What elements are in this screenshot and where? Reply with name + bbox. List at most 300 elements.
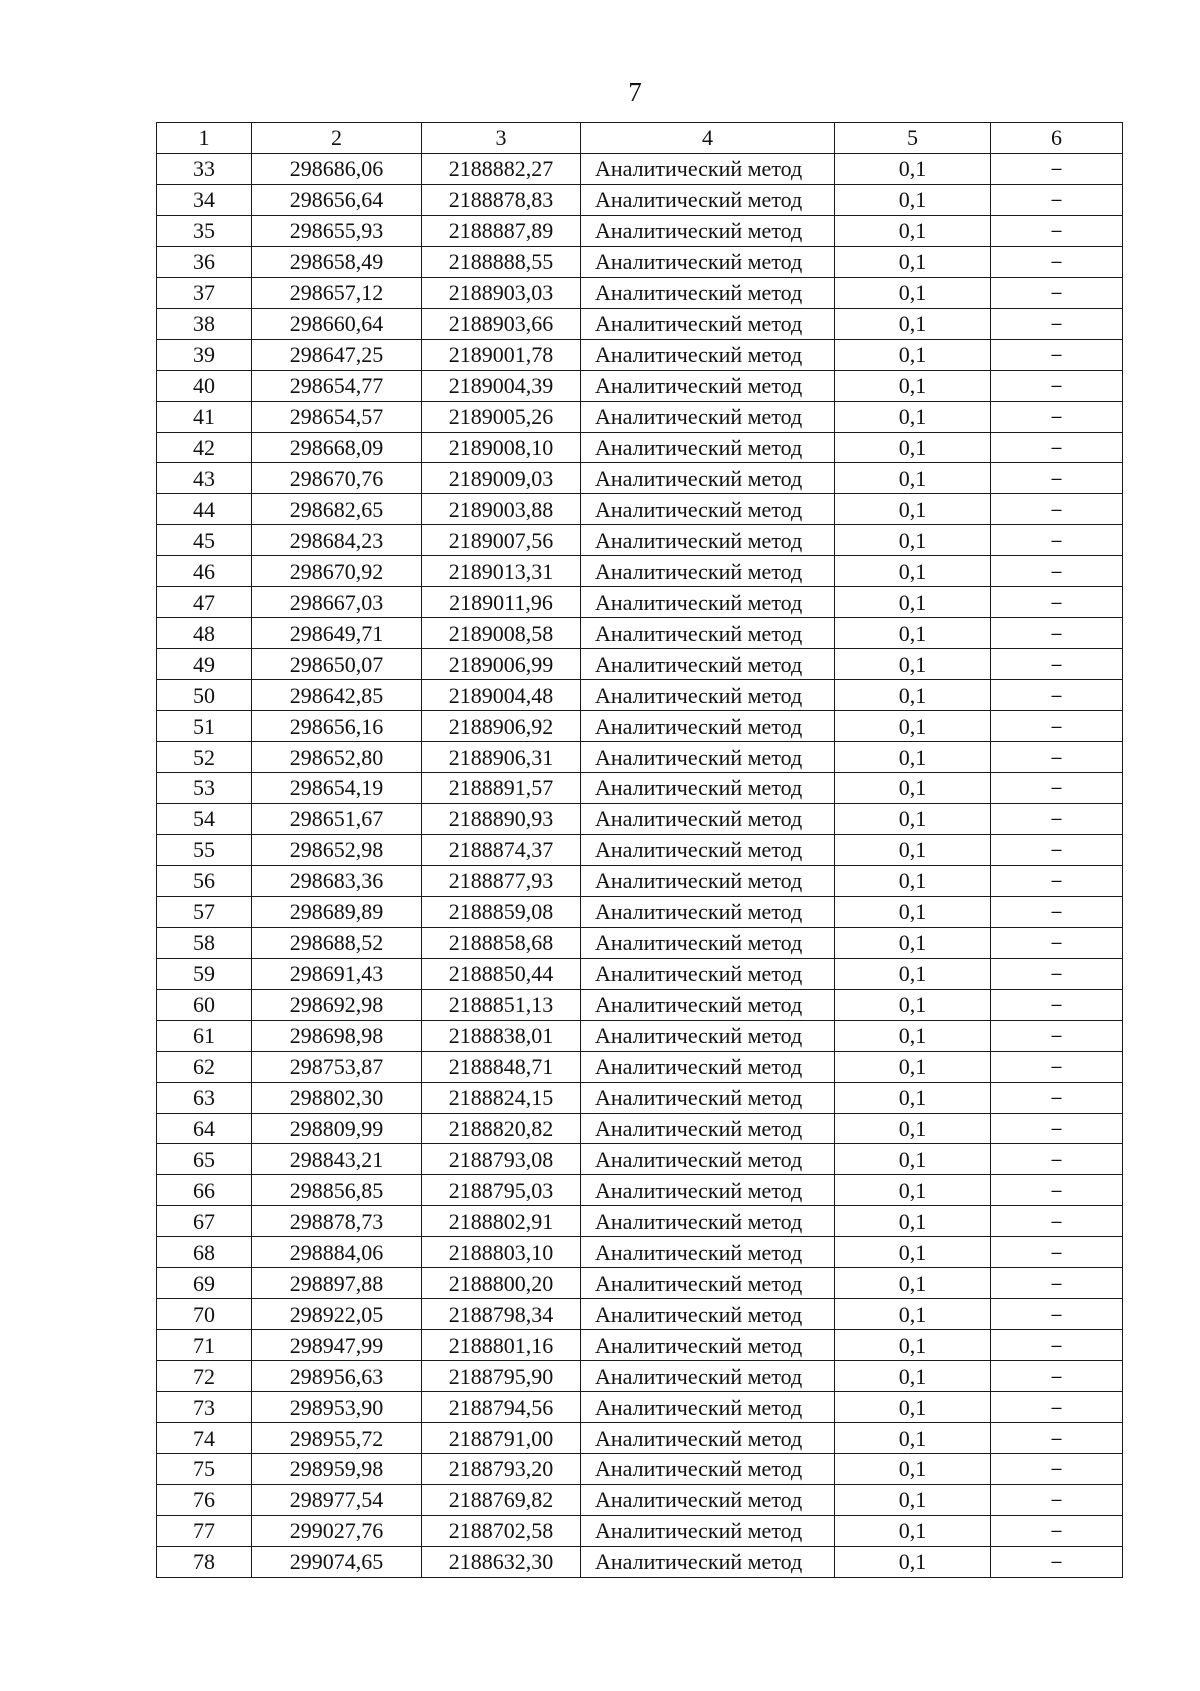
table-row bbox=[157, 803, 1123, 834]
y-coordinate-cell: 2188795,90 bbox=[422, 1361, 581, 1392]
x-coordinate-cell: 298856,85 bbox=[252, 1175, 422, 1206]
method-cell: Аналитический метод bbox=[581, 834, 835, 865]
note-cell: – bbox=[991, 587, 1123, 618]
accuracy-cell: 0,1 bbox=[835, 1392, 991, 1423]
table-row bbox=[157, 742, 1123, 773]
x-coordinate-cell: 298684,23 bbox=[252, 525, 422, 556]
y-coordinate-cell: 2188803,10 bbox=[422, 1237, 581, 1268]
point-number-cell: 63 bbox=[157, 1082, 252, 1113]
y-coordinate-cell: 2189007,56 bbox=[422, 525, 581, 556]
accuracy-cell: 0,1 bbox=[835, 1020, 991, 1051]
y-coordinate-cell: 2188851,13 bbox=[422, 989, 581, 1020]
note-cell: – bbox=[991, 742, 1123, 773]
x-coordinate-cell: 298651,67 bbox=[252, 803, 422, 834]
note-cell: – bbox=[991, 401, 1123, 432]
x-coordinate-cell: 298670,92 bbox=[252, 556, 422, 587]
note-cell: – bbox=[991, 308, 1123, 339]
note-cell: – bbox=[991, 1392, 1123, 1423]
point-number-cell: 70 bbox=[157, 1299, 252, 1330]
table-row bbox=[157, 153, 1123, 184]
table-row bbox=[157, 680, 1123, 711]
y-coordinate-cell: 2188850,44 bbox=[422, 958, 581, 989]
note-cell: – bbox=[991, 1144, 1123, 1175]
x-coordinate-cell: 298809,99 bbox=[252, 1113, 422, 1144]
note-cell: – bbox=[991, 1484, 1123, 1515]
y-coordinate-cell: 2188802,91 bbox=[422, 1206, 581, 1237]
x-coordinate-cell: 298650,07 bbox=[252, 649, 422, 680]
x-coordinate-cell: 298647,25 bbox=[252, 339, 422, 370]
y-coordinate-cell: 2188903,03 bbox=[422, 277, 581, 308]
x-coordinate-cell: 298959,98 bbox=[252, 1453, 422, 1484]
x-coordinate-cell: 298682,65 bbox=[252, 494, 422, 525]
method-cell: Аналитический метод bbox=[581, 1423, 835, 1454]
coordinates-table bbox=[156, 122, 1123, 1578]
table-row bbox=[157, 989, 1123, 1020]
x-coordinate-cell: 298691,43 bbox=[252, 958, 422, 989]
x-coordinate-cell: 298658,49 bbox=[252, 246, 422, 277]
method-cell: Аналитический метод bbox=[581, 525, 835, 556]
method-cell: Аналитический метод bbox=[581, 1175, 835, 1206]
point-number-cell: 58 bbox=[157, 927, 252, 958]
note-cell: – bbox=[991, 1237, 1123, 1268]
table-row bbox=[157, 834, 1123, 865]
note-cell: – bbox=[991, 1051, 1123, 1082]
y-coordinate-cell: 2189008,10 bbox=[422, 432, 581, 463]
column-header-6: 6 bbox=[991, 123, 1123, 154]
method-cell: Аналитический метод bbox=[581, 1392, 835, 1423]
x-coordinate-cell: 298668,09 bbox=[252, 432, 422, 463]
table-row bbox=[157, 1206, 1123, 1237]
accuracy-cell: 0,1 bbox=[835, 803, 991, 834]
point-number-cell: 74 bbox=[157, 1423, 252, 1454]
method-cell: Аналитический метод bbox=[581, 1082, 835, 1113]
y-coordinate-cell: 2188903,66 bbox=[422, 308, 581, 339]
point-number-cell: 55 bbox=[157, 834, 252, 865]
note-cell: – bbox=[991, 1423, 1123, 1454]
point-number-cell: 76 bbox=[157, 1484, 252, 1515]
accuracy-cell: 0,1 bbox=[835, 1175, 991, 1206]
column-header-4: 4 bbox=[581, 123, 835, 154]
note-cell: – bbox=[991, 1082, 1123, 1113]
method-cell: Аналитический метод bbox=[581, 494, 835, 525]
note-cell: – bbox=[991, 1020, 1123, 1051]
note-cell: – bbox=[991, 649, 1123, 680]
method-cell: Аналитический метод bbox=[581, 927, 835, 958]
accuracy-cell: 0,1 bbox=[835, 308, 991, 339]
x-coordinate-cell: 298670,76 bbox=[252, 463, 422, 494]
y-coordinate-cell: 2188793,08 bbox=[422, 1144, 581, 1175]
point-number-cell: 78 bbox=[157, 1546, 252, 1577]
accuracy-cell: 0,1 bbox=[835, 432, 991, 463]
point-number-cell: 65 bbox=[157, 1144, 252, 1175]
y-coordinate-cell: 2189005,26 bbox=[422, 401, 581, 432]
y-coordinate-cell: 2188848,71 bbox=[422, 1051, 581, 1082]
method-cell: Аналитический метод bbox=[581, 339, 835, 370]
y-coordinate-cell: 2188794,56 bbox=[422, 1392, 581, 1423]
x-coordinate-cell: 298656,16 bbox=[252, 711, 422, 742]
accuracy-cell: 0,1 bbox=[835, 1546, 991, 1577]
x-coordinate-cell: 298654,19 bbox=[252, 773, 422, 804]
note-cell: – bbox=[991, 339, 1123, 370]
note-cell: – bbox=[991, 1206, 1123, 1237]
y-coordinate-cell: 2189013,31 bbox=[422, 556, 581, 587]
y-coordinate-cell: 2188838,01 bbox=[422, 1020, 581, 1051]
point-number-cell: 62 bbox=[157, 1051, 252, 1082]
note-cell: – bbox=[991, 215, 1123, 246]
x-coordinate-cell: 298884,06 bbox=[252, 1237, 422, 1268]
table-row bbox=[157, 1299, 1123, 1330]
x-coordinate-cell: 298953,90 bbox=[252, 1392, 422, 1423]
table-row bbox=[157, 865, 1123, 896]
point-number-cell: 64 bbox=[157, 1113, 252, 1144]
y-coordinate-cell: 2189008,58 bbox=[422, 618, 581, 649]
table-row bbox=[157, 1175, 1123, 1206]
note-cell: – bbox=[991, 927, 1123, 958]
y-coordinate-cell: 2189004,48 bbox=[422, 680, 581, 711]
accuracy-cell: 0,1 bbox=[835, 1515, 991, 1546]
point-number-cell: 69 bbox=[157, 1268, 252, 1299]
y-coordinate-cell: 2188800,20 bbox=[422, 1268, 581, 1299]
accuracy-cell: 0,1 bbox=[835, 711, 991, 742]
y-coordinate-cell: 2188858,68 bbox=[422, 927, 581, 958]
table-row bbox=[157, 618, 1123, 649]
point-number-cell: 42 bbox=[157, 432, 252, 463]
point-number-cell: 59 bbox=[157, 958, 252, 989]
y-coordinate-cell: 2188632,30 bbox=[422, 1546, 581, 1577]
table-row bbox=[157, 1423, 1123, 1454]
method-cell: Аналитический метод bbox=[581, 865, 835, 896]
point-number-cell: 44 bbox=[157, 494, 252, 525]
table-row bbox=[157, 308, 1123, 339]
accuracy-cell: 0,1 bbox=[835, 153, 991, 184]
table-row bbox=[157, 1051, 1123, 1082]
point-number-cell: 72 bbox=[157, 1361, 252, 1392]
method-cell: Аналитический метод bbox=[581, 1299, 835, 1330]
method-cell: Аналитический метод bbox=[581, 680, 835, 711]
table-row bbox=[157, 401, 1123, 432]
page-number: 7 bbox=[628, 77, 642, 107]
accuracy-cell: 0,1 bbox=[835, 927, 991, 958]
x-coordinate-cell: 298683,36 bbox=[252, 865, 422, 896]
method-cell: Аналитический метод bbox=[581, 277, 835, 308]
table-row bbox=[157, 711, 1123, 742]
accuracy-cell: 0,1 bbox=[835, 463, 991, 494]
x-coordinate-cell: 298922,05 bbox=[252, 1299, 422, 1330]
method-cell: Аналитический метод bbox=[581, 184, 835, 215]
note-cell: – bbox=[991, 1361, 1123, 1392]
y-coordinate-cell: 2188791,00 bbox=[422, 1423, 581, 1454]
y-coordinate-cell: 2188859,08 bbox=[422, 896, 581, 927]
point-number-cell: 50 bbox=[157, 680, 252, 711]
method-cell: Аналитический метод bbox=[581, 308, 835, 339]
method-cell: Аналитический метод bbox=[581, 463, 835, 494]
x-coordinate-cell: 298649,71 bbox=[252, 618, 422, 649]
note-cell: – bbox=[991, 1113, 1123, 1144]
y-coordinate-cell: 2188882,27 bbox=[422, 153, 581, 184]
note-cell: – bbox=[991, 525, 1123, 556]
accuracy-cell: 0,1 bbox=[835, 865, 991, 896]
table-row bbox=[157, 1515, 1123, 1546]
point-number-cell: 37 bbox=[157, 277, 252, 308]
x-coordinate-cell: 298956,63 bbox=[252, 1361, 422, 1392]
y-coordinate-cell: 2188906,92 bbox=[422, 711, 581, 742]
point-number-cell: 43 bbox=[157, 463, 252, 494]
method-cell: Аналитический метод bbox=[581, 587, 835, 618]
accuracy-cell: 0,1 bbox=[835, 215, 991, 246]
table-row bbox=[157, 587, 1123, 618]
note-cell: – bbox=[991, 1175, 1123, 1206]
y-coordinate-cell: 2189011,96 bbox=[422, 587, 581, 618]
accuracy-cell: 0,1 bbox=[835, 246, 991, 277]
y-coordinate-cell: 2189006,99 bbox=[422, 649, 581, 680]
column-header-5: 5 bbox=[835, 123, 991, 154]
accuracy-cell: 0,1 bbox=[835, 494, 991, 525]
point-number-cell: 56 bbox=[157, 865, 252, 896]
accuracy-cell: 0,1 bbox=[835, 587, 991, 618]
accuracy-cell: 0,1 bbox=[835, 1082, 991, 1113]
accuracy-cell: 0,1 bbox=[835, 1051, 991, 1082]
y-coordinate-cell: 2189001,78 bbox=[422, 339, 581, 370]
x-coordinate-cell: 298753,87 bbox=[252, 1051, 422, 1082]
x-coordinate-cell: 298955,72 bbox=[252, 1423, 422, 1454]
x-coordinate-cell: 298667,03 bbox=[252, 587, 422, 618]
x-coordinate-cell: 298652,98 bbox=[252, 834, 422, 865]
x-coordinate-cell: 298652,80 bbox=[252, 742, 422, 773]
table-row bbox=[157, 1546, 1123, 1577]
y-coordinate-cell: 2188702,58 bbox=[422, 1515, 581, 1546]
x-coordinate-cell: 298660,64 bbox=[252, 308, 422, 339]
y-coordinate-cell: 2188801,16 bbox=[422, 1330, 581, 1361]
column-header-2: 2 bbox=[252, 123, 422, 154]
accuracy-cell: 0,1 bbox=[835, 1113, 991, 1144]
point-number-cell: 68 bbox=[157, 1237, 252, 1268]
note-cell: – bbox=[991, 1453, 1123, 1484]
table-row bbox=[157, 277, 1123, 308]
x-coordinate-cell: 298802,30 bbox=[252, 1082, 422, 1113]
point-number-cell: 77 bbox=[157, 1515, 252, 1546]
accuracy-cell: 0,1 bbox=[835, 525, 991, 556]
y-coordinate-cell: 2188891,57 bbox=[422, 773, 581, 804]
y-coordinate-cell: 2188877,93 bbox=[422, 865, 581, 896]
method-cell: Аналитический метод bbox=[581, 1453, 835, 1484]
y-coordinate-cell: 2188820,82 bbox=[422, 1113, 581, 1144]
x-coordinate-cell: 298692,98 bbox=[252, 989, 422, 1020]
point-number-cell: 52 bbox=[157, 742, 252, 773]
point-number-cell: 48 bbox=[157, 618, 252, 649]
table-row bbox=[157, 1082, 1123, 1113]
method-cell: Аналитический метод bbox=[581, 1268, 835, 1299]
point-number-cell: 41 bbox=[157, 401, 252, 432]
method-cell: Аналитический метод bbox=[581, 153, 835, 184]
x-coordinate-cell: 298655,93 bbox=[252, 215, 422, 246]
point-number-cell: 33 bbox=[157, 153, 252, 184]
table-row bbox=[157, 1453, 1123, 1484]
point-number-cell: 73 bbox=[157, 1392, 252, 1423]
x-coordinate-cell: 298656,64 bbox=[252, 184, 422, 215]
x-coordinate-cell: 298878,73 bbox=[252, 1206, 422, 1237]
y-coordinate-cell: 2189004,39 bbox=[422, 370, 581, 401]
accuracy-cell: 0,1 bbox=[835, 1453, 991, 1484]
x-coordinate-cell: 298642,85 bbox=[252, 680, 422, 711]
y-coordinate-cell: 2188878,83 bbox=[422, 184, 581, 215]
accuracy-cell: 0,1 bbox=[835, 401, 991, 432]
method-cell: Аналитический метод bbox=[581, 649, 835, 680]
table-row bbox=[157, 1484, 1123, 1515]
table-row bbox=[157, 1237, 1123, 1268]
x-coordinate-cell: 298897,88 bbox=[252, 1268, 422, 1299]
method-cell: Аналитический метод bbox=[581, 432, 835, 463]
x-coordinate-cell: 299027,76 bbox=[252, 1515, 422, 1546]
table-row bbox=[157, 215, 1123, 246]
x-coordinate-cell: 298977,54 bbox=[252, 1484, 422, 1515]
method-cell: Аналитический метод bbox=[581, 1206, 835, 1237]
y-coordinate-cell: 2188906,31 bbox=[422, 742, 581, 773]
accuracy-cell: 0,1 bbox=[835, 989, 991, 1020]
accuracy-cell: 0,1 bbox=[835, 1484, 991, 1515]
table-row bbox=[157, 432, 1123, 463]
note-cell: – bbox=[991, 1299, 1123, 1330]
accuracy-cell: 0,1 bbox=[835, 1237, 991, 1268]
point-number-cell: 38 bbox=[157, 308, 252, 339]
point-number-cell: 75 bbox=[157, 1453, 252, 1484]
accuracy-cell: 0,1 bbox=[835, 1206, 991, 1237]
note-cell: – bbox=[991, 153, 1123, 184]
y-coordinate-cell: 2188795,03 bbox=[422, 1175, 581, 1206]
method-cell: Аналитический метод bbox=[581, 1515, 835, 1546]
point-number-cell: 35 bbox=[157, 215, 252, 246]
method-cell: Аналитический метод bbox=[581, 958, 835, 989]
table-row bbox=[157, 556, 1123, 587]
accuracy-cell: 0,1 bbox=[835, 1330, 991, 1361]
method-cell: Аналитический метод bbox=[581, 1113, 835, 1144]
table-row bbox=[157, 525, 1123, 556]
x-coordinate-cell: 298688,52 bbox=[252, 927, 422, 958]
table-row bbox=[157, 184, 1123, 215]
note-cell: – bbox=[991, 1268, 1123, 1299]
table-row bbox=[157, 649, 1123, 680]
table-row bbox=[157, 339, 1123, 370]
y-coordinate-cell: 2188888,55 bbox=[422, 246, 581, 277]
accuracy-cell: 0,1 bbox=[835, 649, 991, 680]
point-number-cell: 54 bbox=[157, 803, 252, 834]
accuracy-cell: 0,1 bbox=[835, 618, 991, 649]
note-cell: – bbox=[991, 618, 1123, 649]
method-cell: Аналитический метод bbox=[581, 1020, 835, 1051]
point-number-cell: 57 bbox=[157, 896, 252, 927]
accuracy-cell: 0,1 bbox=[835, 958, 991, 989]
point-number-cell: 40 bbox=[157, 370, 252, 401]
table-row bbox=[157, 1361, 1123, 1392]
method-cell: Аналитический метод bbox=[581, 1361, 835, 1392]
note-cell: – bbox=[991, 432, 1123, 463]
accuracy-cell: 0,1 bbox=[835, 277, 991, 308]
point-number-cell: 51 bbox=[157, 711, 252, 742]
method-cell: Аналитический метод bbox=[581, 370, 835, 401]
method-cell: Аналитический метод bbox=[581, 711, 835, 742]
y-coordinate-cell: 2188874,37 bbox=[422, 834, 581, 865]
table-header-row bbox=[157, 123, 1123, 154]
accuracy-cell: 0,1 bbox=[835, 742, 991, 773]
table-row bbox=[157, 927, 1123, 958]
table-row bbox=[157, 1330, 1123, 1361]
x-coordinate-cell: 298657,12 bbox=[252, 277, 422, 308]
table-row bbox=[157, 1268, 1123, 1299]
note-cell: – bbox=[991, 370, 1123, 401]
method-cell: Аналитический метод bbox=[581, 401, 835, 432]
note-cell: – bbox=[991, 463, 1123, 494]
table-row bbox=[157, 896, 1123, 927]
column-header-1: 1 bbox=[157, 123, 252, 154]
x-coordinate-cell: 298698,98 bbox=[252, 1020, 422, 1051]
note-cell: – bbox=[991, 680, 1123, 711]
note-cell: – bbox=[991, 277, 1123, 308]
accuracy-cell: 0,1 bbox=[835, 1361, 991, 1392]
note-cell: – bbox=[991, 711, 1123, 742]
table-row bbox=[157, 494, 1123, 525]
accuracy-cell: 0,1 bbox=[835, 1144, 991, 1175]
point-number-cell: 61 bbox=[157, 1020, 252, 1051]
point-number-cell: 39 bbox=[157, 339, 252, 370]
table-row bbox=[157, 246, 1123, 277]
accuracy-cell: 0,1 bbox=[835, 680, 991, 711]
method-cell: Аналитический метод bbox=[581, 215, 835, 246]
method-cell: Аналитический метод bbox=[581, 1330, 835, 1361]
y-coordinate-cell: 2189003,88 bbox=[422, 494, 581, 525]
point-number-cell: 60 bbox=[157, 989, 252, 1020]
method-cell: Аналитический метод bbox=[581, 773, 835, 804]
y-coordinate-cell: 2189009,03 bbox=[422, 463, 581, 494]
accuracy-cell: 0,1 bbox=[835, 773, 991, 804]
point-number-cell: 34 bbox=[157, 184, 252, 215]
note-cell: – bbox=[991, 494, 1123, 525]
x-coordinate-cell: 298654,57 bbox=[252, 401, 422, 432]
point-number-cell: 67 bbox=[157, 1206, 252, 1237]
note-cell: – bbox=[991, 1546, 1123, 1577]
table-row bbox=[157, 463, 1123, 494]
y-coordinate-cell: 2188890,93 bbox=[422, 803, 581, 834]
x-coordinate-cell: 299074,65 bbox=[252, 1546, 422, 1577]
note-cell: – bbox=[991, 896, 1123, 927]
accuracy-cell: 0,1 bbox=[835, 1423, 991, 1454]
note-cell: – bbox=[991, 556, 1123, 587]
table-row bbox=[157, 1392, 1123, 1423]
method-cell: Аналитический метод bbox=[581, 1546, 835, 1577]
table-row bbox=[157, 958, 1123, 989]
table-row bbox=[157, 773, 1123, 804]
accuracy-cell: 0,1 bbox=[835, 556, 991, 587]
table-row bbox=[157, 1020, 1123, 1051]
x-coordinate-cell: 298686,06 bbox=[252, 153, 422, 184]
x-coordinate-cell: 298689,89 bbox=[252, 896, 422, 927]
method-cell: Аналитический метод bbox=[581, 618, 835, 649]
note-cell: – bbox=[991, 834, 1123, 865]
method-cell: Аналитический метод bbox=[581, 1144, 835, 1175]
method-cell: Аналитический метод bbox=[581, 896, 835, 927]
accuracy-cell: 0,1 bbox=[835, 370, 991, 401]
note-cell: – bbox=[991, 1515, 1123, 1546]
point-number-cell: 45 bbox=[157, 525, 252, 556]
accuracy-cell: 0,1 bbox=[835, 1299, 991, 1330]
point-number-cell: 36 bbox=[157, 246, 252, 277]
y-coordinate-cell: 2188769,82 bbox=[422, 1484, 581, 1515]
point-number-cell: 53 bbox=[157, 773, 252, 804]
accuracy-cell: 0,1 bbox=[835, 184, 991, 215]
method-cell: Аналитический метод bbox=[581, 246, 835, 277]
note-cell: – bbox=[991, 989, 1123, 1020]
note-cell: – bbox=[991, 865, 1123, 896]
point-number-cell: 47 bbox=[157, 587, 252, 618]
note-cell: – bbox=[991, 773, 1123, 804]
